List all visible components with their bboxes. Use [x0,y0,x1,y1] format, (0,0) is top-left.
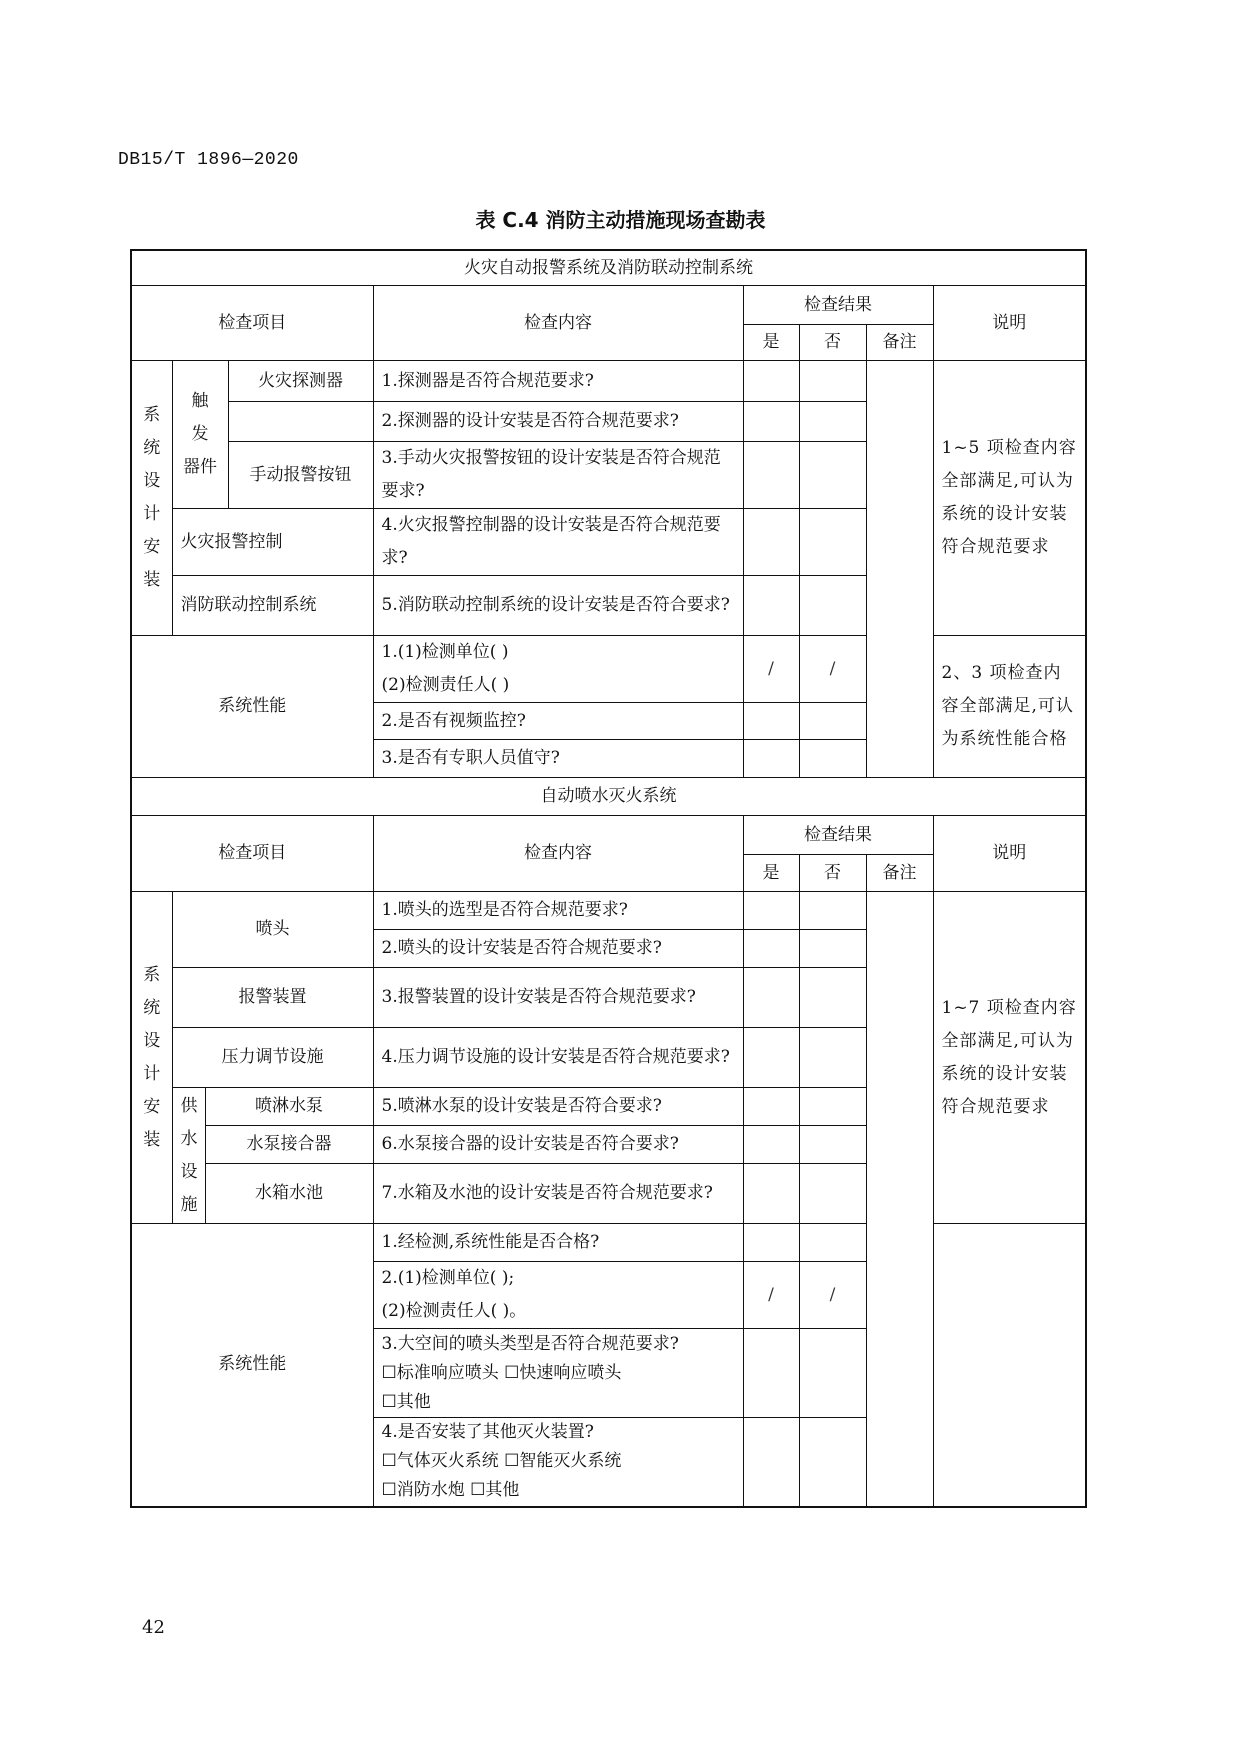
check-content: 1.喷头的选型是否符合规范要求? [373,892,743,930]
group-label: 系 统 设 计 安 装 [131,892,172,1224]
inspection-table [130,249,1087,1508]
result-yes-cell [743,361,799,402]
check-content: 1.探测器是否符合规范要求? [373,361,743,402]
col-header-yes: 是 [743,855,799,892]
section-title: 自动喷水灭火系统 [131,778,1086,816]
col-header-result: 检查结果 [743,286,933,325]
col-header-content: 检查内容 [373,816,743,892]
result-no-cell [799,930,866,968]
row-label: 触 发 器件 [172,361,228,509]
col-header-item: 检查项目 [131,816,373,892]
row-label: 系统性能 [131,636,373,778]
check-content: 4.火灾报警控制器的设计安装是否符合规范要求? [373,509,743,576]
result-yes-cell [743,892,799,930]
result-no-cell [799,1088,866,1126]
result-yes-cell: / [743,636,799,703]
result-no-cell [799,576,866,636]
remark-cell [866,361,933,778]
result-yes-cell: / [743,1262,799,1329]
row-label: 报警装置 [172,968,373,1028]
result-yes-cell [743,1028,799,1088]
result-yes-cell [743,1329,799,1418]
result-no-cell [799,968,866,1028]
col-header-remark: 备注 [866,325,933,361]
col-header-yes: 是 [743,325,799,361]
table-title: 表 C.4 消防主动措施现场查勘表 [475,208,766,232]
result-no-cell [799,1224,866,1262]
col-header-explain: 说明 [933,286,1086,361]
col-header-result: 检查结果 [743,816,933,855]
check-content: 6.水泵接合器的设计安装是否符合要求? [373,1126,743,1164]
row-label: 喷头 [172,892,373,968]
col-header-remark: 备注 [866,855,933,892]
page-number: 42 [142,1617,165,1638]
check-content: 5.喷淋水泵的设计安装是否符合要求? [373,1088,743,1126]
result-yes-cell [743,1224,799,1262]
row-label: 火灾报警控制 [172,509,373,576]
result-no-cell [799,402,866,442]
row-label: 水箱水池 [205,1164,373,1224]
check-content: 2.探测器的设计安装是否符合规范要求? [373,402,743,442]
result-no-cell [799,361,866,402]
row-label: 水泵接合器 [205,1126,373,1164]
remark-cell [866,892,933,1507]
col-header-content: 检查内容 [373,286,743,361]
check-content: 3.手动火灾报警按钮的设计安装是否符合规范要求? [373,442,743,509]
result-no-cell: / [799,1262,866,1329]
col-header-no: 否 [799,325,866,361]
result-no-cell [799,703,866,740]
result-yes-cell [743,930,799,968]
group-label: 系 统 设 计 安 装 [131,361,172,636]
row-label: 供 水 设 施 [172,1088,205,1224]
result-yes-cell [743,1418,799,1507]
result-no-cell: / [799,636,866,703]
col-header-no: 否 [799,855,866,892]
check-content: 3.大空间的喷头类型是否符合规范要求? ☐标准响应喷头 ☐快速响应喷头 ☐其他 [373,1329,743,1418]
result-no-cell [799,1329,866,1418]
result-no-cell [799,1028,866,1088]
section-title: 火灾自动报警系统及消防联动控制系统 [131,250,1086,286]
col-header-explain: 说明 [933,816,1086,892]
check-content: 4.是否安装了其他灭火装置? ☐气体灭火系统 ☐智能灭火系统 ☐消防水炮 ☐其他 [373,1418,743,1507]
document-code: DB15/T 1896—2020 [118,150,299,170]
row-label: 喷淋水泵 [205,1088,373,1126]
explanation-note: 1~7 项检查内容全部满足,可认为系统的设计安装符合规范要求 [933,892,1086,1224]
result-yes-cell [743,509,799,576]
result-yes-cell [743,402,799,442]
row-label: 压力调节设施 [172,1028,373,1088]
result-yes-cell [743,442,799,509]
result-no-cell [799,1126,866,1164]
result-no-cell [799,892,866,930]
result-yes-cell [743,1164,799,1224]
result-no-cell [799,1418,866,1507]
row-label: 手动报警按钮 [228,442,373,509]
explanation-note: 1~5 项检查内容全部满足,可认为系统的设计安装符合规范要求 [933,361,1086,636]
check-content: 2.(1)检测单位( ); (2)检测责任人( )。 [373,1262,743,1329]
check-content: 7.水箱及水池的设计安装是否符合规范要求? [373,1164,743,1224]
result-yes-cell [743,576,799,636]
result-yes-cell [743,740,799,778]
result-yes-cell [743,1126,799,1164]
check-content: 3.报警装置的设计安装是否符合规范要求? [373,968,743,1028]
result-yes-cell [743,1088,799,1126]
row-label: 火灾探测器 [228,361,373,402]
check-content: 1.(1)检测单位( ) (2)检测责任人( ) [373,636,743,703]
result-yes-cell [743,968,799,1028]
explanation-note [933,1224,1086,1507]
result-no-cell [799,740,866,778]
col-header-item: 检查项目 [131,286,373,361]
check-content: 3.是否有专职人员值守? [373,740,743,778]
check-content: 5.消防联动控制系统的设计安装是否符合要求? [373,576,743,636]
check-content: 1.经检测,系统性能是否合格? [373,1224,743,1262]
result-no-cell [799,509,866,576]
check-content: 4.压力调节设施的设计安装是否符合规范要求? [373,1028,743,1088]
check-content: 2.喷头的设计安装是否符合规范要求? [373,930,743,968]
row-label: 消防联动控制系统 [172,576,373,636]
row-label: 系统性能 [131,1224,373,1507]
explanation-note: 2、3 项检查内容全部满足,可认为系统性能合格 [933,636,1086,778]
check-content: 2.是否有视频监控? [373,703,743,740]
result-no-cell [799,1164,866,1224]
result-yes-cell [743,703,799,740]
result-no-cell [799,442,866,509]
